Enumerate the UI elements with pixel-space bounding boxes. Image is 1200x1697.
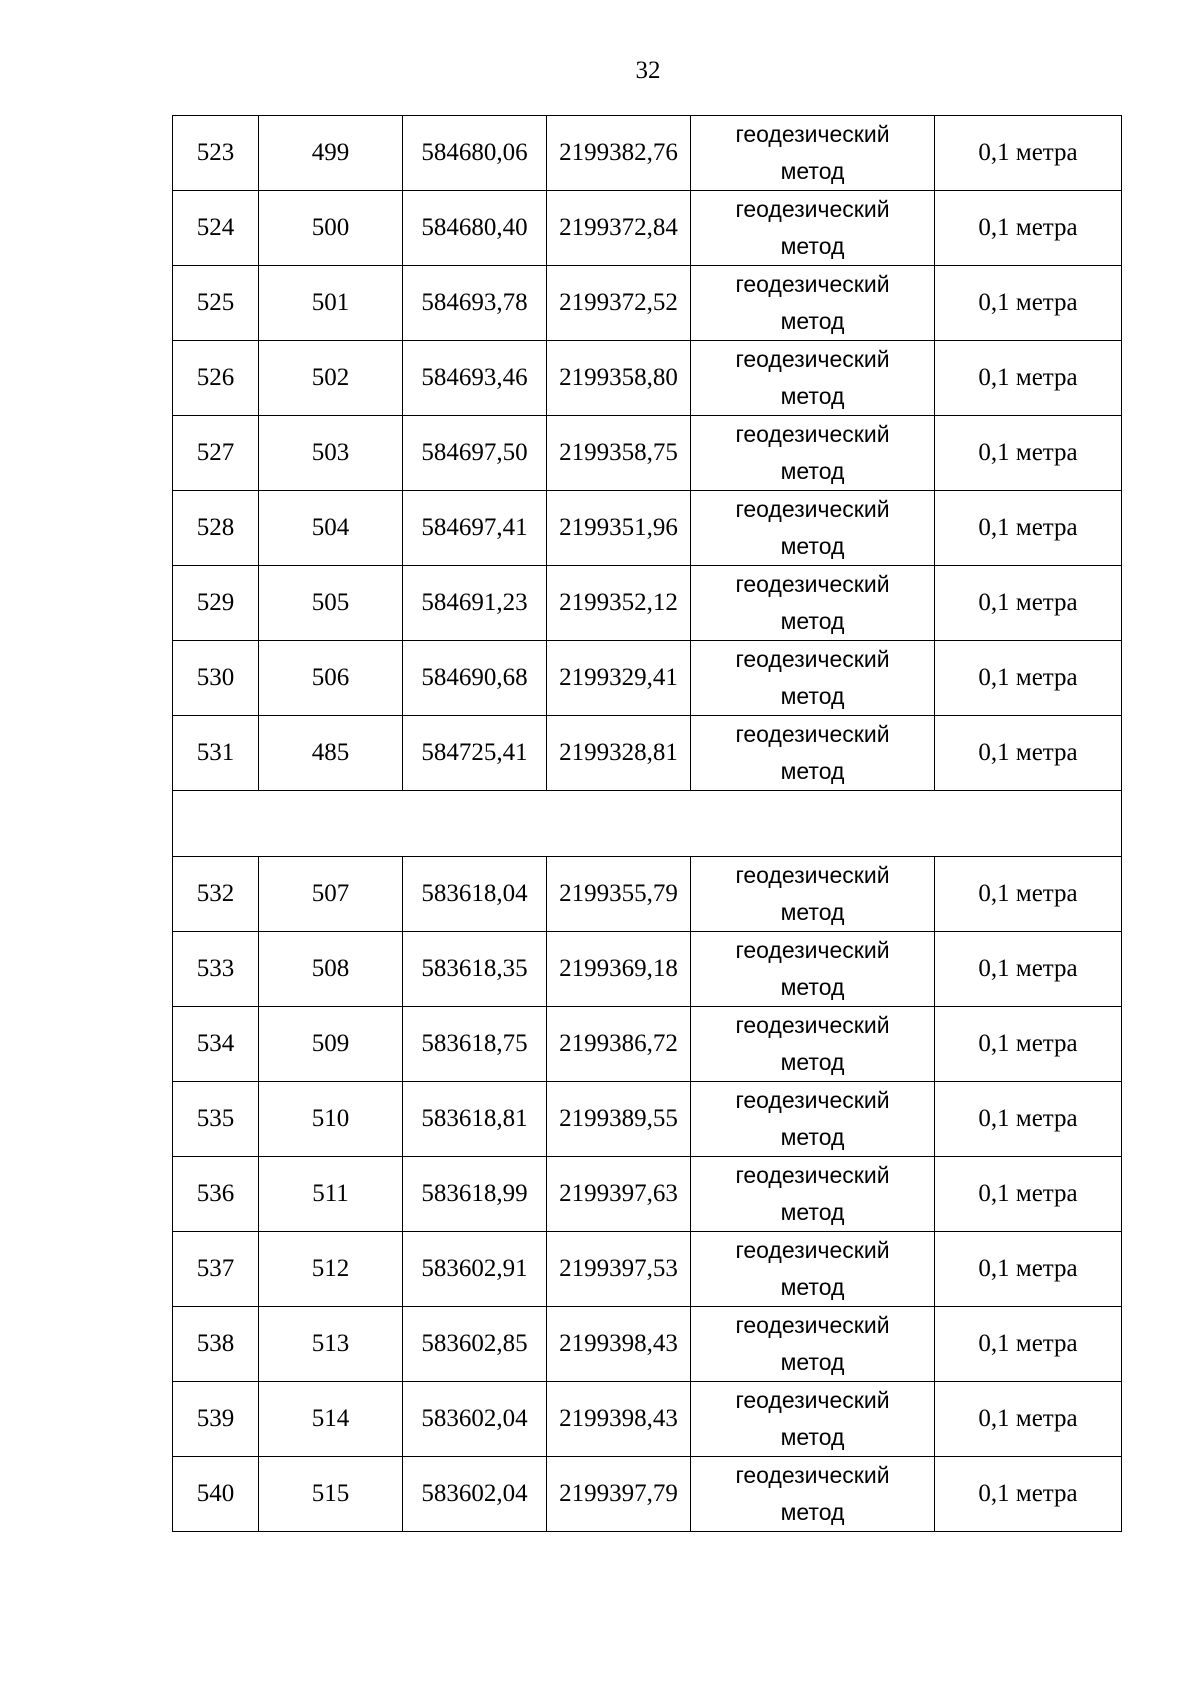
y-coordinate-cell: 2199397,53 <box>547 1232 691 1307</box>
y-coordinate-cell: 2199358,80 <box>547 341 691 416</box>
row-number-cell: 526 <box>173 341 259 416</box>
point-number-cell: 511 <box>259 1157 403 1232</box>
y-coordinate-cell: 2199398,43 <box>547 1307 691 1382</box>
table-row <box>173 416 1122 491</box>
accuracy-cell: 0,1 метра <box>935 491 1122 566</box>
method-line-1: геодезический <box>735 571 890 597</box>
coordinates-table-body <box>173 116 1122 1532</box>
accuracy-cell: 0,1 метра <box>935 1007 1122 1082</box>
method-line-1: геодезический <box>735 271 890 297</box>
method-cell <box>691 116 935 191</box>
method-line-2: метод <box>780 458 845 484</box>
method-line-1: геодезический <box>735 121 890 147</box>
separator-cell <box>173 791 1122 857</box>
accuracy-cell: 0,1 метра <box>935 1157 1122 1232</box>
method-line-1: геодезический <box>735 1012 890 1038</box>
row-number-cell: 528 <box>173 491 259 566</box>
method-line-1: геодезический <box>735 862 890 888</box>
accuracy-cell: 0,1 метра <box>935 641 1122 716</box>
method-line-2: метод <box>780 683 845 709</box>
row-number-cell: 523 <box>173 116 259 191</box>
method-cell <box>691 1457 935 1532</box>
table-row <box>173 1007 1122 1082</box>
y-coordinate-cell: 2199352,12 <box>547 566 691 641</box>
x-coordinate-cell: 583618,81 <box>403 1082 547 1157</box>
row-number-cell: 538 <box>173 1307 259 1382</box>
accuracy-cell: 0,1 метра <box>935 116 1122 191</box>
row-number-cell: 525 <box>173 266 259 341</box>
table-row <box>173 266 1122 341</box>
table-row <box>173 1157 1122 1232</box>
point-number-cell: 485 <box>259 716 403 791</box>
accuracy-cell: 0,1 метра <box>935 716 1122 791</box>
method-cell <box>691 857 935 932</box>
point-number-cell: 507 <box>259 857 403 932</box>
method-line-2: метод <box>780 158 845 184</box>
method-cell <box>691 641 935 716</box>
method-line-2: метод <box>780 1199 845 1225</box>
x-coordinate-cell: 584693,46 <box>403 341 547 416</box>
method-line-2: метод <box>780 383 845 409</box>
x-coordinate-cell: 583618,99 <box>403 1157 547 1232</box>
x-coordinate-cell: 584680,40 <box>403 191 547 266</box>
accuracy-cell: 0,1 метра <box>935 932 1122 1007</box>
row-number-cell: 530 <box>173 641 259 716</box>
accuracy-cell: 0,1 метра <box>935 341 1122 416</box>
method-cell <box>691 566 935 641</box>
method-line-1: геодезический <box>735 1462 890 1488</box>
coordinates-table <box>172 115 1122 1532</box>
method-line-2: метод <box>780 1349 845 1375</box>
accuracy-cell: 0,1 метра <box>935 1457 1122 1532</box>
y-coordinate-cell: 2199386,72 <box>547 1007 691 1082</box>
x-coordinate-cell: 583618,75 <box>403 1007 547 1082</box>
row-number-cell: 539 <box>173 1382 259 1457</box>
row-number-cell: 524 <box>173 191 259 266</box>
point-number-cell: 506 <box>259 641 403 716</box>
point-number-cell: 499 <box>259 116 403 191</box>
row-number-cell: 540 <box>173 1457 259 1532</box>
accuracy-cell: 0,1 метра <box>935 1082 1122 1157</box>
table-row <box>173 191 1122 266</box>
y-coordinate-cell: 2199358,75 <box>547 416 691 491</box>
row-number-cell: 529 <box>173 566 259 641</box>
table-row <box>173 341 1122 416</box>
method-line-1: геодезический <box>735 1087 890 1113</box>
table-row <box>173 641 1122 716</box>
accuracy-cell: 0,1 метра <box>935 191 1122 266</box>
point-number-cell: 514 <box>259 1382 403 1457</box>
method-line-2: метод <box>780 533 845 559</box>
method-cell <box>691 716 935 791</box>
method-cell <box>691 1157 935 1232</box>
method-line-2: метод <box>780 758 845 784</box>
x-coordinate-cell: 583602,04 <box>403 1457 547 1532</box>
point-number-cell: 503 <box>259 416 403 491</box>
x-coordinate-cell: 583602,04 <box>403 1382 547 1457</box>
table-row <box>173 857 1122 932</box>
point-number-cell: 505 <box>259 566 403 641</box>
point-number-cell: 509 <box>259 1007 403 1082</box>
method-cell <box>691 416 935 491</box>
table-row <box>173 566 1122 641</box>
row-number-cell: 537 <box>173 1232 259 1307</box>
method-line-2: метод <box>780 1424 845 1450</box>
method-line-1: геодезический <box>735 1312 890 1338</box>
x-coordinate-cell: 584693,78 <box>403 266 547 341</box>
method-cell <box>691 1232 935 1307</box>
method-line-1: геодезический <box>735 1162 890 1188</box>
table-row <box>173 716 1122 791</box>
method-line-2: метод <box>780 974 845 1000</box>
y-coordinate-cell: 2199397,63 <box>547 1157 691 1232</box>
method-cell <box>691 1007 935 1082</box>
y-coordinate-cell: 2199351,96 <box>547 491 691 566</box>
x-coordinate-cell: 583618,04 <box>403 857 547 932</box>
point-number-cell: 508 <box>259 932 403 1007</box>
method-cell <box>691 266 935 341</box>
table-row <box>173 116 1122 191</box>
method-line-1: геодезический <box>735 1387 890 1413</box>
table-row <box>173 1307 1122 1382</box>
x-coordinate-cell: 584725,41 <box>403 716 547 791</box>
y-coordinate-cell: 2199397,79 <box>547 1457 691 1532</box>
method-line-2: метод <box>780 608 845 634</box>
point-number-cell: 513 <box>259 1307 403 1382</box>
point-number-cell: 510 <box>259 1082 403 1157</box>
method-cell <box>691 1307 935 1382</box>
method-cell <box>691 341 935 416</box>
x-coordinate-cell: 584697,50 <box>403 416 547 491</box>
method-line-1: геодезический <box>735 346 890 372</box>
x-coordinate-cell: 584680,06 <box>403 116 547 191</box>
point-number-cell: 512 <box>259 1232 403 1307</box>
accuracy-cell: 0,1 метра <box>935 566 1122 641</box>
method-cell <box>691 1382 935 1457</box>
y-coordinate-cell: 2199329,41 <box>547 641 691 716</box>
method-line-1: геодезический <box>735 646 890 672</box>
accuracy-cell: 0,1 метра <box>935 857 1122 932</box>
accuracy-cell: 0,1 метра <box>935 416 1122 491</box>
y-coordinate-cell: 2199328,81 <box>547 716 691 791</box>
method-line-1: геодезический <box>735 496 890 522</box>
table-row <box>173 1082 1122 1157</box>
table-row <box>173 1382 1122 1457</box>
table-row <box>173 1232 1122 1307</box>
point-number-cell: 502 <box>259 341 403 416</box>
method-line-1: геодезический <box>735 937 890 963</box>
point-number-cell: 501 <box>259 266 403 341</box>
y-coordinate-cell: 2199355,79 <box>547 857 691 932</box>
row-number-cell: 533 <box>173 932 259 1007</box>
page-number <box>0 56 1200 86</box>
method-line-1: геодезический <box>735 421 890 447</box>
separator-row <box>173 791 1122 857</box>
row-number-cell: 536 <box>173 1157 259 1232</box>
method-line-1: геодезический <box>735 1237 890 1263</box>
accuracy-cell: 0,1 метра <box>935 266 1122 341</box>
point-number-cell: 515 <box>259 1457 403 1532</box>
method-line-2: метод <box>780 1124 845 1150</box>
page-number-text: 32 <box>635 57 661 84</box>
method-line-1: геодезический <box>735 196 890 222</box>
row-number-cell: 535 <box>173 1082 259 1157</box>
method-cell <box>691 491 935 566</box>
x-coordinate-cell: 584697,41 <box>403 491 547 566</box>
accuracy-cell: 0,1 метра <box>935 1382 1122 1457</box>
y-coordinate-cell: 2199389,55 <box>547 1082 691 1157</box>
row-number-cell: 534 <box>173 1007 259 1082</box>
method-cell <box>691 191 935 266</box>
y-coordinate-cell: 2199372,52 <box>547 266 691 341</box>
table-row <box>173 932 1122 1007</box>
point-number-cell: 504 <box>259 491 403 566</box>
method-line-2: метод <box>780 233 845 259</box>
table-row <box>173 491 1122 566</box>
x-coordinate-cell: 584690,68 <box>403 641 547 716</box>
y-coordinate-cell: 2199382,76 <box>547 116 691 191</box>
method-line-2: метод <box>780 308 845 334</box>
x-coordinate-cell: 584691,23 <box>403 566 547 641</box>
y-coordinate-cell: 2199398,43 <box>547 1382 691 1457</box>
row-number-cell: 531 <box>173 716 259 791</box>
method-line-2: метод <box>780 1049 845 1075</box>
method-line-1: геодезический <box>735 721 890 747</box>
y-coordinate-cell: 2199369,18 <box>547 932 691 1007</box>
row-number-cell: 527 <box>173 416 259 491</box>
method-cell <box>691 1082 935 1157</box>
method-line-2: метод <box>780 1274 845 1300</box>
row-number-cell: 532 <box>173 857 259 932</box>
method-cell <box>691 932 935 1007</box>
accuracy-cell: 0,1 метра <box>935 1307 1122 1382</box>
method-line-2: метод <box>780 899 845 925</box>
point-number-cell: 500 <box>259 191 403 266</box>
x-coordinate-cell: 583602,85 <box>403 1307 547 1382</box>
table-row <box>173 1457 1122 1532</box>
method-line-2: метод <box>780 1499 845 1525</box>
accuracy-cell: 0,1 метра <box>935 1232 1122 1307</box>
x-coordinate-cell: 583618,35 <box>403 932 547 1007</box>
x-coordinate-cell: 583602,91 <box>403 1232 547 1307</box>
y-coordinate-cell: 2199372,84 <box>547 191 691 266</box>
